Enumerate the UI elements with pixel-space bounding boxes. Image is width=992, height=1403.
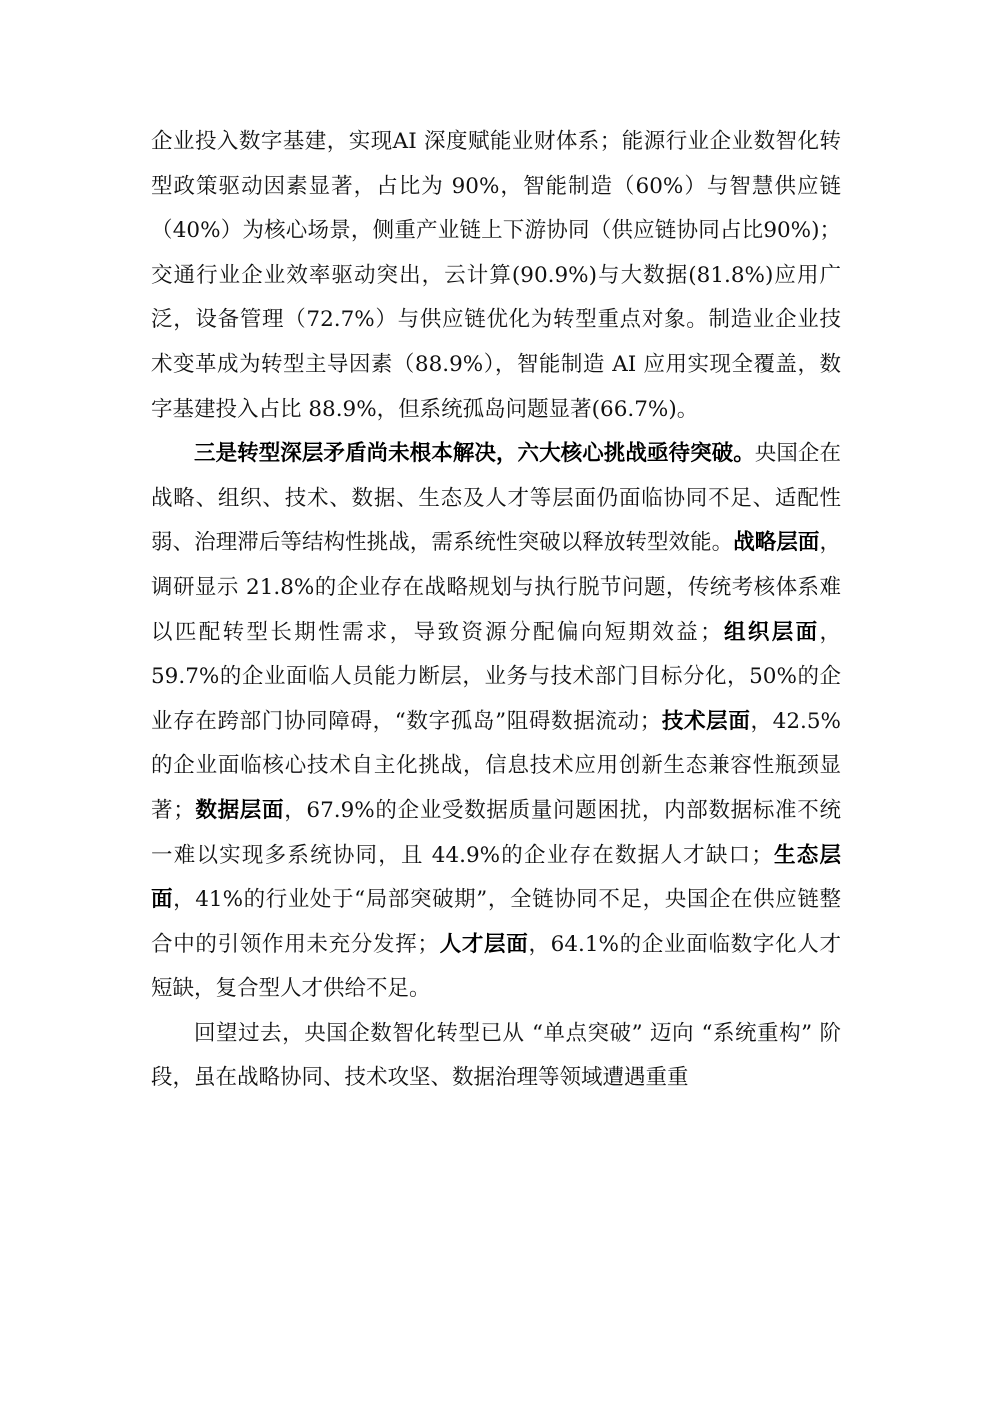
- paragraph-text: ，59.7%的企业面临人员能力断层，业务与技术部门目标分化，50%的企业存在跨部门协同障碍，“数字孤岛”阻碍数据流动；: [151, 619, 841, 734]
- data-level-label: 数据层面: [194, 797, 285, 823]
- paragraph-text: 企业投入数字基建，实现AI 深度赋能业财体系；能源行业企业数智化转型政策驱动因素显著，占比为 90%，智能制造（60%）与智慧供应链（40%）为核心场景，侧重产业链上下游协同（供应链协同占比90%)；交通行业企业效率驱动突出，云计算(90.9%)与大数据(81.8%)应用广泛，设备管理（72.7%）与供应链优化为转型重点对象。制造业企业技术变革成为转型主导因素（88.9%），智能制造 AI 应用实现全覆盖，数字基建投入占比 88.9%，但系统孤岛问题显著(66.7%)。: [151, 129, 841, 422]
- paragraph-text: ，42.5%的企业面临核心技术自主化挑战，信息技术应用创新生态兼容性瓶颈显著；: [151, 708, 841, 823]
- paragraph-core-challenges: [151, 432, 841, 1012]
- paragraph-text: ，41%的行业处于“局部突破期”，全链协同不足，央国企在供应链整合中的引领作用未充分发挥；: [151, 887, 841, 957]
- paragraph-text: 央国企在战略、组织、技术、数据、生态及人才等层面仍面临协同不足、适配性弱、治理滞后等结构性挑战，需系统性突破以释放转型效能。: [151, 441, 841, 556]
- paragraph-text: ，调研显示 21.8%的企业存在战略规划与执行脱节问题，传统考核体系难以匹配转型长期性需求，导致资源分配偏向短期效益；: [151, 530, 841, 645]
- paragraph-text: 回望过去，央国企数智化转型已从 “单点突破” 迈向 “系统重构” 阶段，虽在战略协同、技术攻坚、数据治理等领域遭遇重重: [151, 1020, 841, 1091]
- paragraph-retrospect: [151, 1012, 841, 1101]
- technology-level-label: 技术层面: [661, 708, 751, 734]
- paragraph-text: ，64.1%的企业面临数字化人才短缺，复合型人才供给不足。: [151, 931, 841, 1002]
- document-body: [151, 120, 841, 1101]
- paragraph-industry-drivers: [151, 120, 841, 432]
- ecosystem-level-label: 生态层面: [151, 842, 841, 913]
- strategy-level-label: 战略层面: [733, 530, 820, 556]
- talent-level-label: 人才层面: [438, 931, 529, 957]
- organization-level-label: 组织层面: [721, 619, 820, 645]
- paragraph-heading-bold: 三是转型深层矛盾尚未根本解决，六大核心挑战亟待突破。: [194, 441, 755, 467]
- paragraph-text: ，67.9%的企业受数据质量问题困扰，内部数据标准不统一难以实现多系统协同，且 44.9%的企业存在数据人才缺口；: [151, 797, 841, 868]
